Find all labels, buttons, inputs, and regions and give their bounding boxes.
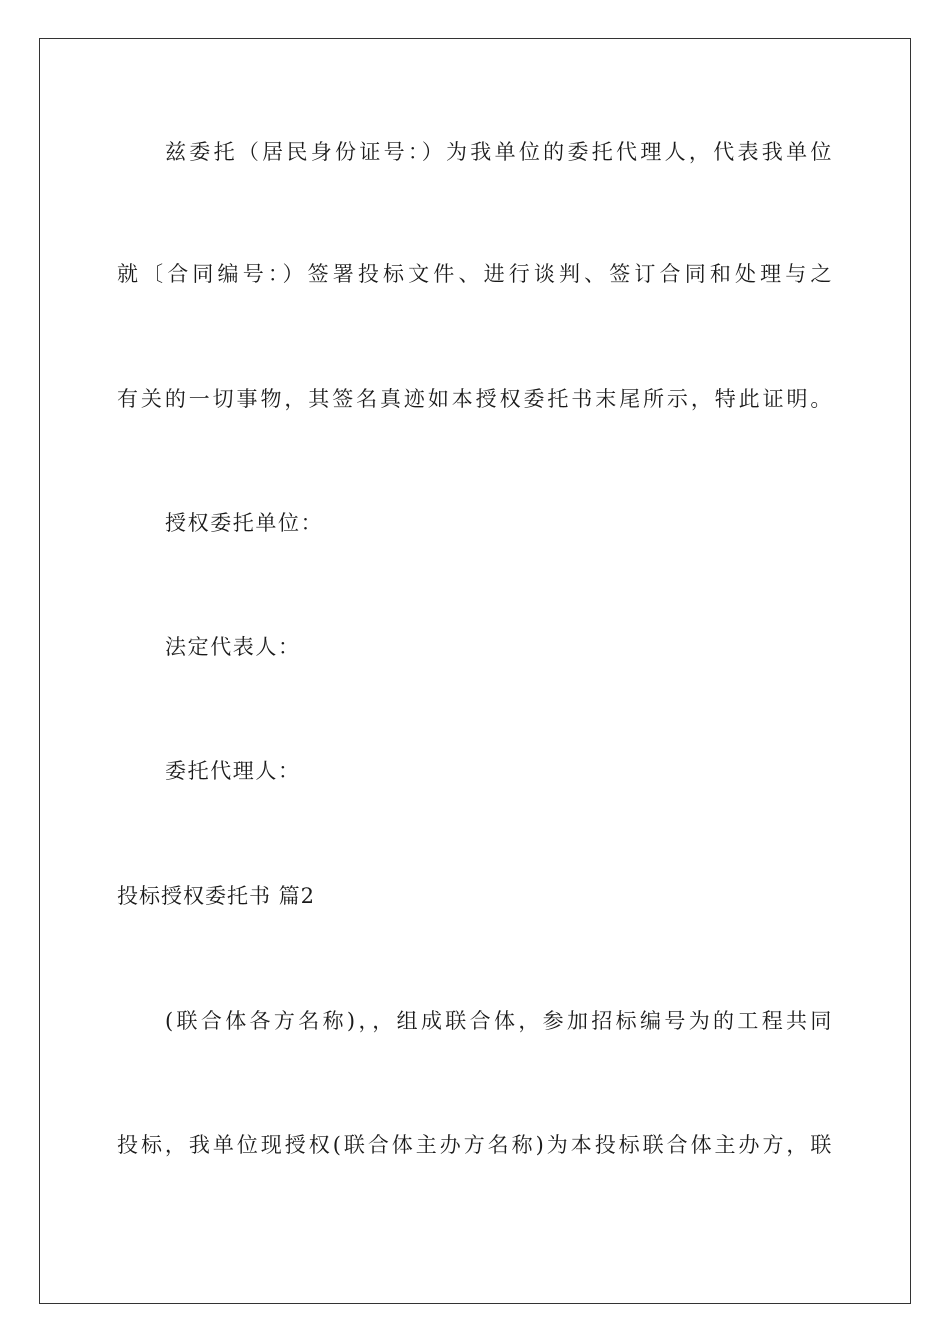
- entrusted-agent-label: 委托代理人：: [165, 759, 301, 783]
- paragraph-1-line-1: 兹委托（居民身份证号：）为我单位的委托代理人，代表我单位: [165, 140, 833, 164]
- legal-representative-label: 法定代表人：: [165, 635, 301, 659]
- paragraph-1-line-3: 有关的一切事物，其签名真迹如本授权委托书末尾所示，特此证明。: [117, 387, 833, 411]
- paragraph-2-line-1: (联合体各方名称)，，组成联合体，参加招标编号为的工程共同: [165, 1009, 833, 1033]
- paragraph-1-line-2: 就〔合同编号：）签署投标文件、进行谈判、签订合同和处理与之: [117, 262, 833, 286]
- page-border: [39, 38, 911, 1304]
- authorizing-unit-label: 授权委托单位：: [165, 511, 324, 535]
- section-heading: 投标授权委托书 篇2: [117, 884, 316, 908]
- paragraph-2-line-2: 投标，我单位现授权(联合体主办方名称)为本投标联合体主办方，联: [117, 1133, 833, 1157]
